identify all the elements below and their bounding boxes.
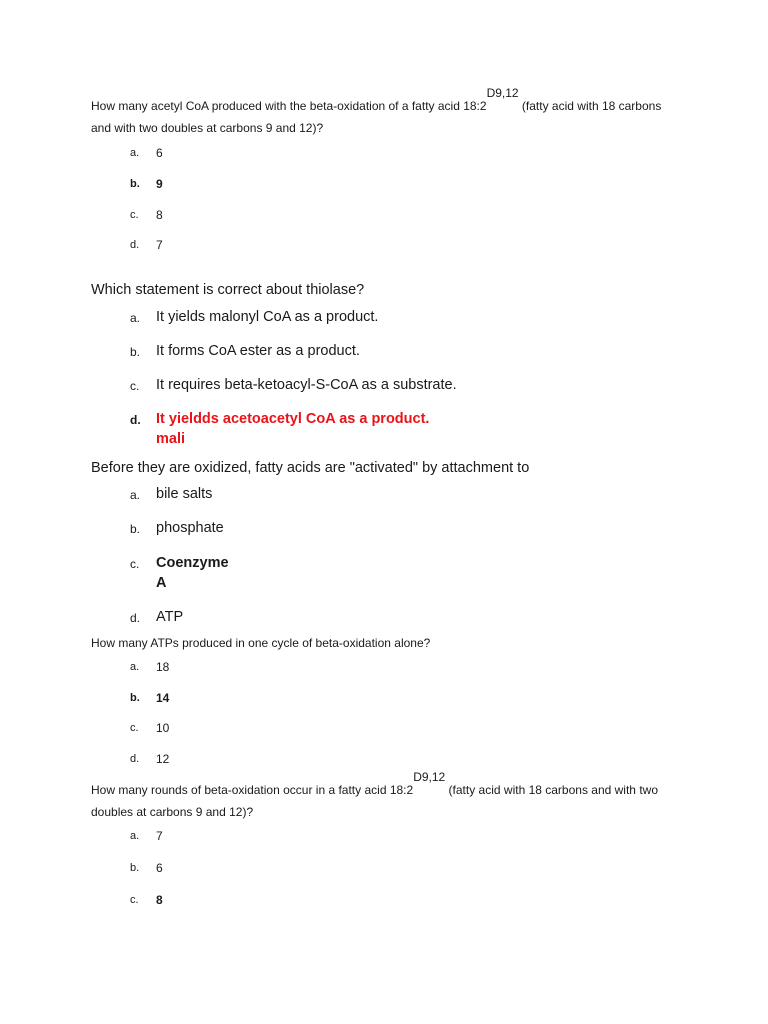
option-text-answer: [156, 553, 229, 593]
option-text: phosphate: [156, 520, 224, 536]
option-letter: c.: [130, 379, 140, 393]
option-letter: d.: [130, 413, 141, 427]
option-text: 18: [156, 660, 170, 674]
option-text: 12: [156, 752, 170, 766]
option-text: It requires beta-ketoacyl-S-CoA as a substrate.: [156, 377, 457, 393]
question-5-text-before: How many rounds of beta-oxidation occur in a fatty acid 18:2: [91, 783, 414, 797]
option-letter: b.: [130, 692, 140, 704]
question-3-text: Before they are oxidized, fatty acids are "activated" by attachment to: [91, 460, 530, 476]
option-letter: c.: [130, 209, 139, 221]
option-letter: a.: [130, 488, 141, 502]
option-letter: a.: [130, 661, 140, 673]
option-letter: c.: [130, 557, 140, 571]
option-letter: d.: [130, 611, 141, 625]
option-text: It forms CoA ester as a product.: [156, 343, 360, 359]
option-text: 6: [156, 861, 163, 875]
question-1-text: [91, 86, 681, 139]
question-1-text-after: (fatty acid with 18 carbons and with two doubles at carbons 9 and 12)?: [91, 99, 662, 135]
question-5-superscript: D9,12: [413, 770, 446, 784]
question-5-text-after: (fatty acid with 18 carbons and with two doubles at carbons 9 and 12)?: [91, 783, 658, 819]
question-2-text: Which statement is correct about thiolase?: [91, 282, 365, 298]
option-text: 14: [156, 691, 170, 705]
option-text-answer: [156, 409, 429, 449]
option-text: 8: [156, 893, 163, 907]
option-text-line: It yieldds acetoacetyl CoA as a product.: [156, 411, 430, 427]
option-text: It yields malonyl CoA as a product.: [156, 309, 379, 325]
option-text: 8: [156, 208, 163, 222]
option-letter: b.: [130, 178, 140, 190]
option-letter: d.: [130, 239, 140, 251]
option-text: ATP: [156, 609, 184, 625]
option-letter: b.: [130, 522, 141, 536]
option-letter: d.: [130, 753, 140, 765]
option-text: 6: [156, 146, 163, 160]
option-text: bile salts: [156, 486, 213, 502]
option-text: 7: [156, 238, 163, 252]
option-text: 9: [156, 177, 163, 191]
option-text: 10: [156, 721, 170, 735]
option-text-line-2: A: [156, 575, 167, 591]
option-text-line-1: Coenzyme: [156, 555, 229, 571]
question-4-text: How many ATPs produced in one cycle of beta-oxidation alone?: [91, 636, 431, 650]
option-letter: b.: [130, 345, 141, 359]
option-letter: c.: [130, 722, 139, 734]
question-1-superscript: D9,12: [486, 86, 519, 100]
option-letter: a.: [130, 830, 140, 842]
option-letter: a.: [130, 311, 141, 325]
option-letter: a.: [130, 147, 140, 159]
option-text: 7: [156, 829, 163, 843]
option-letter: b.: [130, 862, 140, 874]
option-letter: c.: [130, 894, 139, 906]
option-note: mali: [156, 431, 186, 447]
question-1-text-before: How many acetyl CoA produced with the beta-oxidation of a fatty acid 18:2: [91, 99, 487, 113]
question-5-text: [91, 770, 681, 823]
